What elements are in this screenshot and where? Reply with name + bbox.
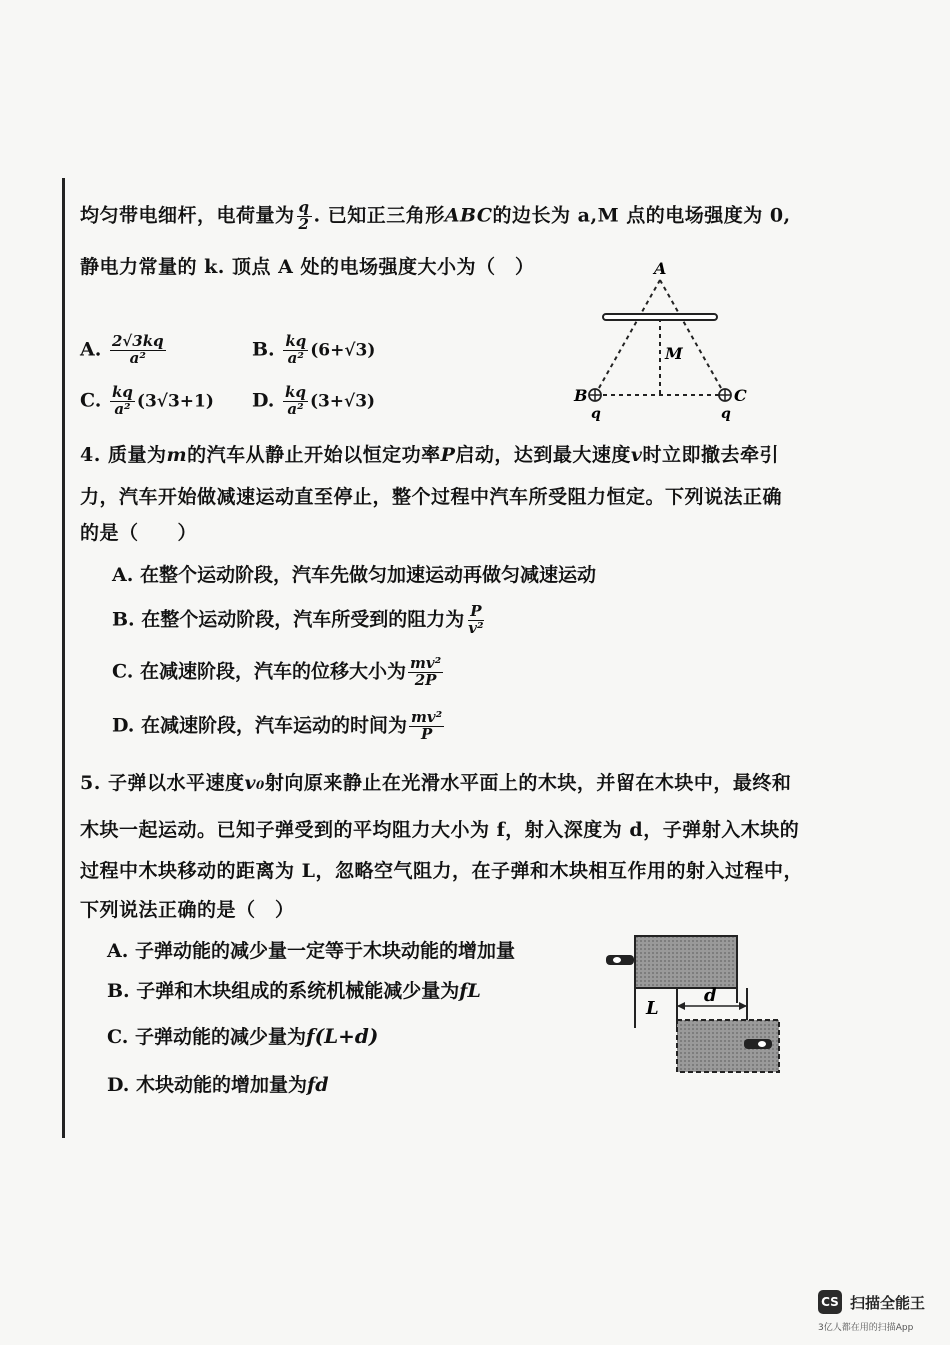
q4-option-c[interactable]: C. 在减速阶段，汽车的位移大小为 $\frac{\text{mv²}}{2P}$ <box>112 654 442 689</box>
q3-option-c[interactable]: C. $\frac{kq}{\text{a²}}$ (3√3+1) <box>80 383 214 418</box>
q3-text: 均匀带电细杆，电荷量为 <box>80 204 295 227</box>
q5-option-b[interactable]: B. 子弹和木块组成的系统机械能减少量为fL <box>107 980 481 1002</box>
q4-option-d[interactable]: D. 在减速阶段，汽车运动的时间为 $\frac{\text{mv²}}{P}$ <box>112 708 443 743</box>
left-margin-rule <box>62 178 65 1138</box>
q5-line-1: 5. 子弹以水平速度v₀射向原来静止在光滑水平面上的木块，并留在木块中，最终和 <box>80 772 792 794</box>
q3-line-2: 静电力常量的 k. 顶点 A 处的电场强度大小为（ ） <box>80 256 535 278</box>
q5-line-2: 木块一起运动。已知子弹受到的平均阻力大小为 f，射入深度为 d，子弹射入木块的 <box>80 819 800 841</box>
charged-rod <box>603 314 717 320</box>
bullet-block-figure <box>600 928 790 1078</box>
label-qC: q <box>721 406 731 422</box>
label-M: M <box>665 344 683 363</box>
q4-option-a[interactable]: A. 在整个运动阶段，汽车先做匀加速运动再做匀减速运动 <box>112 564 596 586</box>
triangle-charge-figure <box>570 258 770 423</box>
q3-option-b[interactable]: B. $\frac{kq}{\text{a²}}$ (6+√3) <box>252 332 376 367</box>
label-C: C <box>734 386 747 405</box>
block-initial <box>635 936 737 988</box>
q3-option-a[interactable]: A. $\frac{2√3kq}{\text{a²}}$ <box>80 332 164 367</box>
q3-charge-fraction: $\frac{q}{2}$ <box>298 198 310 233</box>
q5-option-d[interactable]: D. 木块动能的增加量为fd <box>107 1074 329 1096</box>
q4-option-b[interactable]: B. 在整个运动阶段，汽车所受到的阻力为 $\frac{P}{\text{v²}}$ <box>112 602 484 637</box>
camscanner-logo: CS <box>818 1290 842 1314</box>
q5-line-3: 过程中木块移动的距离为 L，忽略空气阻力，在子弹和木块相互作用的射入过程中， <box>80 860 803 882</box>
q3-line-1: 均匀带电细杆，电荷量为 $\frac{q}{2}$ . 已知正三角形ABC的边长为 a,M 点的电场强度为 0, <box>80 198 791 233</box>
label-B: B <box>574 386 588 405</box>
label-A: A <box>654 259 667 278</box>
side-AB <box>595 280 660 395</box>
q4-line-3: 的是（ ） <box>80 522 198 544</box>
q5-option-c[interactable]: C. 子弹动能的减少量为f(L+d) <box>107 1024 379 1048</box>
q5-line-4: 下列说法正确的是（ ） <box>80 899 295 921</box>
q3-option-d[interactable]: D. $\frac{kq}{\text{a²}}$ (3+√3) <box>252 383 376 418</box>
side-AC <box>660 280 725 395</box>
camscanner-tagline: 3亿人都在用的扫描App <box>818 1323 914 1333</box>
label-L: L <box>646 998 659 1019</box>
camscanner-app-name: 扫描全能王 <box>850 1294 926 1312</box>
q4-line-1: 4. 质量为m的汽车从静止开始以恒定功率P启动，达到最大速度v时立即撤去牵引 <box>80 444 779 466</box>
label-d: d <box>704 985 717 1006</box>
q4-line-2: 力，汽车开始做减速运动直至停止，整个过程中汽车所受阻力恒定。下列说法正确 <box>80 486 783 508</box>
q5-option-a[interactable]: A. 子弹动能的减少量一定等于木块动能的增加量 <box>107 940 515 962</box>
label-qB: q <box>591 406 601 422</box>
